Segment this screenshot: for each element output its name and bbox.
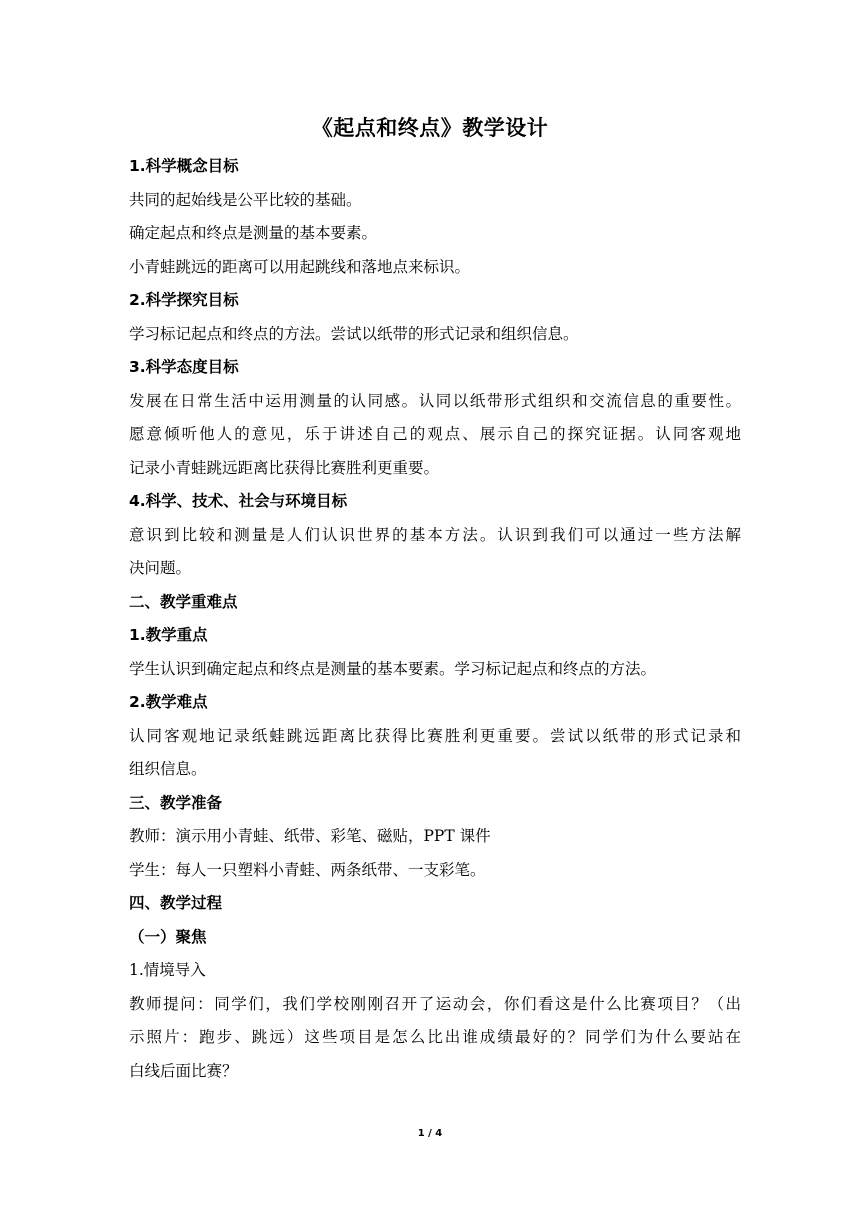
paragraph-line: 学生认识到确定起点和终点是测量的基本要素。学习标记起点和终点的方法。 <box>129 659 657 678</box>
paragraph-line: 共同的起始线是公平比较的基础。 <box>129 190 362 209</box>
section-heading: 1.教学重点 <box>129 626 208 644</box>
section-heading: 1.科学概念目标 <box>129 157 239 175</box>
paragraph-line: 愿意倾听他人的意见，乐于讲述自己的观点、展示自己的探究证据。认同客观地 <box>129 425 741 443</box>
page-number: 1 / 4 <box>417 1128 443 1139</box>
paragraph-line: 1.情境导入 <box>129 961 206 979</box>
paragraph-line: 意识到比较和测量是人们认识世界的基本方法。认识到我们可以通过一些方法解 <box>129 525 741 544</box>
paragraph-line: 教师提问：同学们，我们学校刚刚召开了运动会，你们看这是什么比赛项目？（出 <box>129 994 741 1013</box>
section-heading: 2.科学探究目标 <box>129 291 239 309</box>
section-heading: 4.科学、技术、社会与环境目标 <box>129 492 348 510</box>
paragraph-line: 决问题。 <box>129 559 192 577</box>
section-heading: （一）聚焦 <box>129 927 207 946</box>
paragraph-line: 白线后面比赛？ <box>129 1061 238 1080</box>
paragraph-line: 组织信息。 <box>129 760 207 778</box>
section-heading: 三、教学准备 <box>129 793 223 812</box>
paragraph-line: 记录小青蛙跳远距离比获得比赛胜利更重要。 <box>129 458 440 477</box>
paragraph-line: 小青蛙跳远的距离可以用起跳线和落地点来标识。 <box>129 257 471 276</box>
paragraph-line: 认同客观地记录纸蛙跳远距离比获得比赛胜利更重要。尝试以纸带的形式记录和 <box>129 726 741 745</box>
paragraph-line: 教师：演示用小青蛙、纸带、彩笔、磁贴，PPT 课件 <box>129 827 491 845</box>
section-heading: 2.教学难点 <box>129 693 208 711</box>
section-heading: 四、教学过程 <box>129 894 223 912</box>
document-body <box>129 150 741 1088</box>
paragraph-line: 学生：每人一只塑料小青蛙、两条纸带、一支彩笔。 <box>129 860 486 879</box>
section-heading: 3.科学态度目标 <box>129 358 239 376</box>
document-title: 《起点和终点》教学设计 <box>311 116 549 140</box>
section-heading: 二、教学重难点 <box>129 592 238 611</box>
paragraph-line: 发展在日常生活中运用测量的认同感。认同以纸带形式组织和交流信息的重要性。 <box>129 391 741 410</box>
paragraph-line: 确定起点和终点是测量的基本要素。 <box>129 224 378 242</box>
paragraph-line: 示照片：跑步、跳远）这些项目是怎么比出谁成绩最好的？同学们为什么要站在 <box>129 1028 741 1046</box>
paragraph-line: 学习标记起点和终点的方法。尝试以纸带的形式记录和组织信息。 <box>129 324 579 343</box>
